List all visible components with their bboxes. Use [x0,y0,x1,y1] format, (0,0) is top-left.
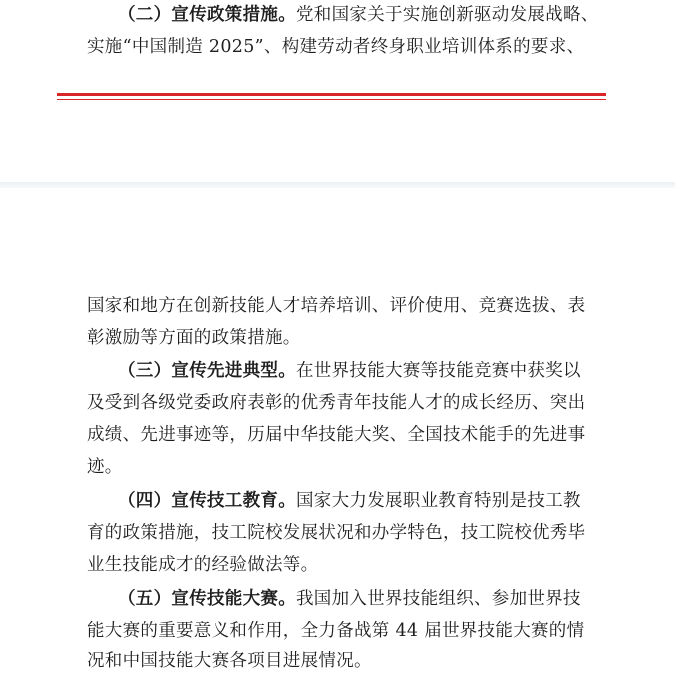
text-line: 迹。 [87,457,123,477]
text-line: 彰激励等方面的政策措施。 [87,328,301,348]
red-divider-thin [57,99,606,100]
text-line: 业生技能成才的经验做法等。 [87,555,319,575]
text-line: 成绩、先进事迹等，历届中华技能大奖、全国技术能手的先进事 [87,425,586,445]
red-divider-thick [57,93,606,96]
section-text: 国家大力发展职业教育特别是技工教 [296,491,581,511]
text-line: 及受到各级党委政府表彰的优秀青年技能人才的成长经历、突出 [87,393,586,413]
text-line: 能大赛的重要意义和作用，全力备战第 44 届世界技能大赛的情 [87,621,585,641]
section-heading: （二）宣传政策措施。 [118,5,296,25]
section-heading: （三）宣传先进典型。 [118,361,296,381]
text-line [118,586,581,612]
section-heading: （五）宣传技能大赛。 [118,589,296,609]
section-text: 在世界技能大赛等技能竞赛中获奖以 [296,361,581,381]
text-line [118,488,581,514]
text-line: 育的政策措施，技工院校发展状况和办学特色，技工院校优秀毕 [87,523,586,543]
section-heading: （四）宣传技工教育。 [118,491,296,511]
text-line: 实施“中国制造 2025”、构建劳动者终身职业培训体系的要求、 [87,37,585,57]
text-line [118,2,599,28]
text-line: 国家和地方在创新技能人才培养培训、评价使用、竞赛选拔、表 [87,296,586,316]
text-line [118,358,581,384]
section-text: 党和国家关于实施创新驱动发展战略、 [296,5,599,25]
section-text: 我国加入世界技能组织、参加世界技 [296,589,581,609]
text-line: 况和中国技能大赛各项目进展情况。 [87,651,372,671]
